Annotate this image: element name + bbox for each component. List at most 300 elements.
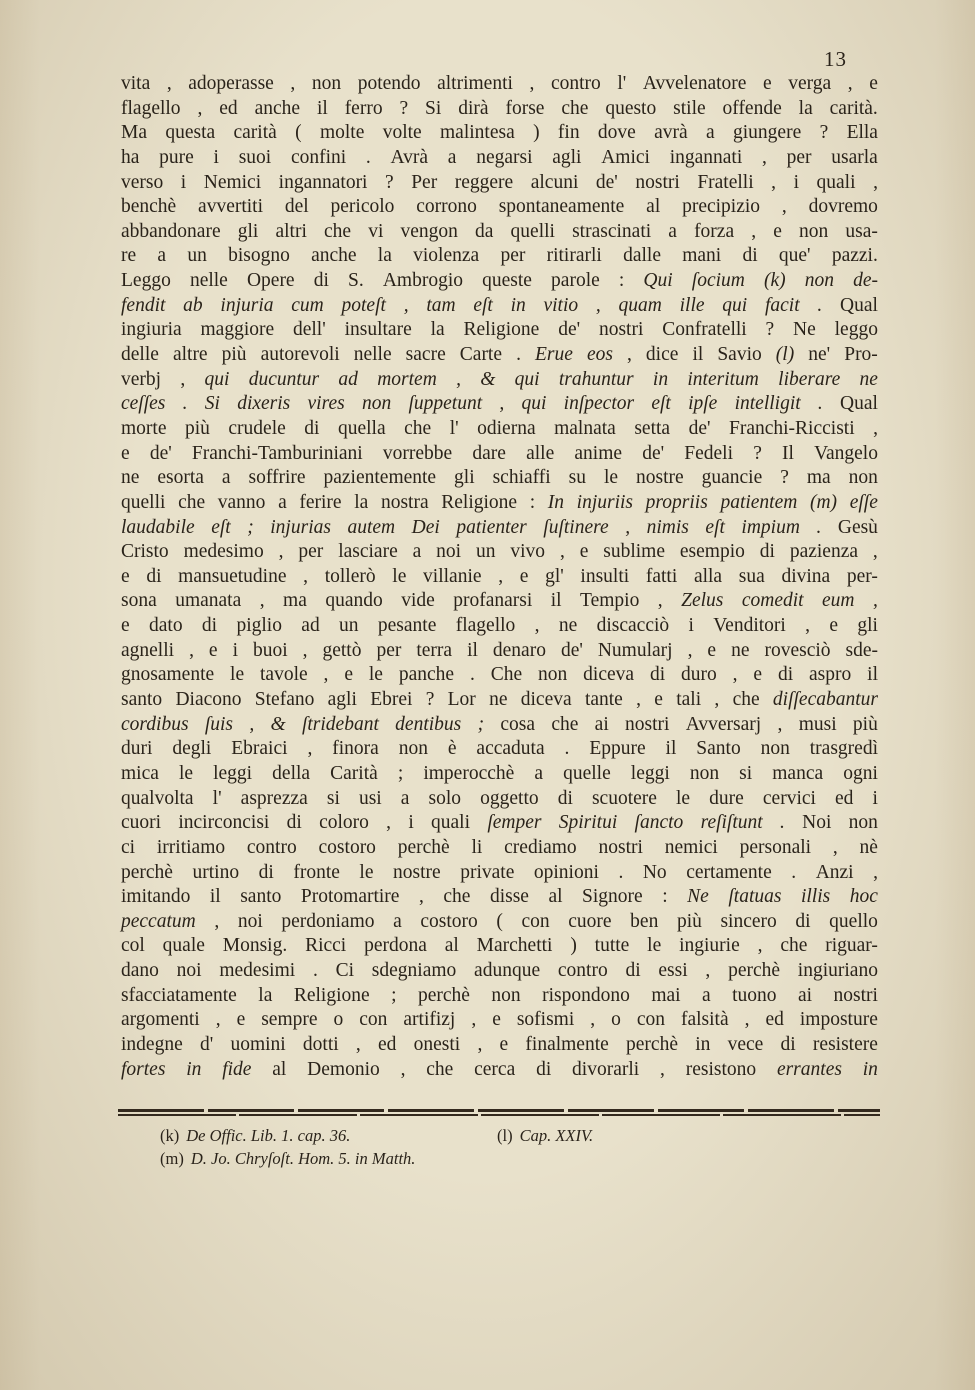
italic-word: ſtridebant	[301, 713, 379, 735]
italic-word: (k)	[763, 270, 786, 292]
word: ad	[301, 615, 320, 637]
word: sacre	[405, 344, 446, 366]
word: sde-	[845, 639, 878, 661]
word: e	[121, 615, 130, 637]
word: a	[702, 984, 711, 1006]
word: diceva	[583, 664, 635, 686]
word: vanno	[217, 491, 266, 513]
word: queste	[482, 270, 532, 292]
word: ,	[323, 664, 329, 686]
word: e	[654, 689, 663, 711]
word: ,	[477, 1033, 483, 1055]
italic-word: qui	[514, 368, 540, 390]
word: morte	[121, 417, 167, 439]
italic-word: laudabile	[121, 516, 195, 538]
word: tutte	[594, 935, 630, 957]
word: più	[184, 417, 210, 439]
word: nelle	[189, 270, 228, 292]
italic-word: Si	[204, 393, 220, 415]
word: ?	[753, 442, 762, 464]
word: private	[460, 861, 515, 883]
word: non	[689, 762, 720, 784]
word: villanie	[423, 565, 482, 587]
word: ,	[215, 1009, 221, 1031]
word: Pro-	[844, 344, 878, 366]
italic-word: non	[804, 270, 834, 292]
word: panche	[398, 664, 455, 686]
word: a	[706, 122, 715, 144]
italic-word: eſt	[651, 393, 671, 415]
footnote-reference: De Offic. Lib. 1. cap. 36.	[186, 1126, 351, 1145]
text-line-28	[121, 737, 878, 762]
word: nemici	[664, 836, 718, 858]
word: mica	[121, 762, 159, 784]
word: Per	[411, 171, 438, 193]
italic-word: ipſe	[688, 393, 718, 415]
word: ,	[660, 1058, 665, 1080]
word: le	[178, 762, 194, 784]
text-line-36	[121, 934, 878, 959]
word: di	[759, 541, 775, 563]
word: dano	[121, 960, 159, 982]
word: ?	[765, 319, 775, 341]
italic-word: eum	[822, 590, 855, 612]
word: pazzi.	[831, 245, 878, 267]
word: di	[795, 910, 811, 932]
word: piglio	[236, 615, 282, 637]
word: odierna	[477, 417, 536, 439]
italic-word: fortes	[121, 1058, 166, 1080]
italic-word: injuria	[220, 294, 274, 316]
word: molte	[319, 122, 365, 144]
word: ?	[425, 689, 435, 711]
word: ,	[166, 73, 172, 94]
word: Carità	[330, 762, 378, 784]
italic-word: Zelus	[681, 590, 724, 612]
word: per-	[846, 565, 878, 587]
word: nostri	[598, 836, 643, 858]
word: ,	[418, 886, 424, 908]
word: ?	[819, 122, 829, 144]
word: non	[538, 664, 568, 686]
word: e	[121, 442, 130, 464]
italic-word: .	[817, 393, 823, 415]
word: volte	[382, 122, 422, 144]
word: Qual	[840, 294, 878, 316]
word: i	[180, 171, 187, 193]
word: de'	[642, 442, 665, 464]
word: mai	[651, 984, 681, 1006]
word: quale	[162, 935, 205, 957]
italic-word: trahuntur	[558, 368, 634, 390]
word: ,	[180, 368, 186, 390]
italic-word: qui	[204, 368, 230, 390]
italic-word: fendit	[121, 294, 166, 316]
word: per	[500, 245, 526, 267]
word: ,	[636, 689, 641, 711]
word: perchè	[121, 861, 173, 883]
word: o	[333, 1009, 344, 1031]
italic-word: eos	[586, 344, 613, 366]
word: perchè	[728, 960, 781, 982]
word: ed	[765, 1009, 784, 1031]
word: per	[376, 639, 402, 661]
italic-word: ,	[456, 368, 461, 390]
italic-word: comedit	[741, 590, 804, 612]
word: si	[739, 762, 753, 784]
word: l'	[449, 417, 459, 439]
word: Cristo	[121, 541, 169, 563]
word: su	[568, 467, 587, 489]
word: leggo	[834, 319, 878, 341]
word: ,	[872, 541, 878, 563]
word: tavole	[260, 664, 308, 686]
word: manca	[772, 762, 824, 784]
word: ,	[278, 541, 284, 563]
text-line-3	[121, 121, 878, 146]
word: dato	[149, 615, 183, 637]
word: tali	[676, 689, 702, 711]
word: tante	[584, 689, 623, 711]
italic-word: illis	[800, 886, 831, 908]
word: tollerò	[324, 565, 376, 587]
word: Tempio	[580, 590, 640, 612]
word: sublime	[603, 541, 665, 563]
text-line-30	[121, 787, 878, 812]
word: col	[121, 935, 145, 957]
word: leggi	[630, 762, 670, 784]
word: anche	[311, 245, 357, 267]
italic-word: peccatum	[121, 910, 196, 932]
italic-word: ;	[477, 713, 485, 735]
word: noi	[237, 910, 263, 932]
italic-word: Spiritui	[558, 812, 618, 834]
word: negarsi	[476, 146, 533, 168]
footnote-l	[497, 1125, 593, 1147]
word: reggere	[454, 171, 514, 193]
italic-word: Dei	[411, 516, 440, 538]
footnote-rule-thin	[118, 1114, 880, 1116]
word: medesimi	[219, 960, 296, 982]
word: più	[852, 713, 878, 735]
word: dovremo	[808, 196, 878, 218]
footnote-rule	[118, 1109, 880, 1112]
word: Gesù	[837, 516, 878, 538]
word: verso	[121, 171, 164, 193]
word: perchè	[397, 836, 450, 858]
word: il	[867, 664, 878, 686]
word: si	[326, 787, 340, 809]
word: fin	[557, 122, 580, 144]
word: potendo	[357, 73, 421, 94]
italic-word: in	[510, 294, 526, 316]
word: ,	[873, 861, 878, 883]
word: e	[492, 1009, 501, 1031]
word: ,	[805, 615, 811, 637]
word: vece	[727, 1033, 764, 1055]
text-line-17	[121, 466, 878, 491]
word: crudele	[228, 417, 286, 439]
word: Protomartire	[300, 886, 400, 908]
word: imitando	[121, 886, 191, 908]
word: sua	[738, 565, 765, 587]
word: corrono	[416, 196, 477, 218]
word: le	[368, 664, 383, 686]
word: ,	[847, 73, 853, 94]
word: dice	[645, 344, 679, 366]
word: i	[793, 171, 799, 193]
word: ,	[762, 146, 767, 168]
word: di	[536, 1058, 552, 1080]
word: resistono	[685, 1058, 757, 1080]
word: Opere	[246, 270, 295, 292]
text-line-20	[121, 540, 878, 565]
word: violenza	[413, 245, 480, 267]
word: certamente	[686, 861, 772, 883]
word: insultare	[344, 319, 412, 341]
word: perdona	[364, 935, 427, 957]
word: ?	[399, 97, 409, 119]
word: (	[496, 910, 503, 932]
word: .	[791, 861, 797, 883]
text-line-21	[121, 565, 878, 590]
word: crediamo	[504, 836, 577, 858]
italic-word: Ne	[687, 886, 709, 908]
text-line-37	[121, 959, 878, 984]
word: opinioni	[533, 861, 599, 883]
word: e	[236, 1009, 246, 1031]
word: finora	[332, 738, 379, 760]
word: indegne	[121, 1033, 183, 1055]
word: vivo	[510, 541, 546, 563]
word: le	[359, 861, 374, 883]
word: ,	[303, 565, 309, 587]
word: flagello	[455, 615, 516, 637]
word: onesti	[413, 1033, 461, 1055]
word: a	[278, 491, 287, 513]
text-line-1	[121, 72, 878, 97]
word: di	[304, 417, 320, 439]
italic-word: dentibus	[395, 713, 462, 735]
word: precipizio	[682, 196, 761, 218]
word: noi	[176, 960, 202, 982]
word: dirà	[458, 97, 489, 119]
page-number: 13	[824, 47, 847, 71]
word: soffrire	[248, 467, 306, 489]
word: che	[780, 935, 808, 957]
word: ,	[400, 1058, 406, 1080]
word: i	[408, 812, 414, 834]
word: nostri	[625, 713, 670, 735]
word: la	[258, 984, 273, 1006]
word: ,	[534, 615, 540, 637]
word: Amici	[601, 146, 650, 168]
word: alle	[526, 442, 555, 464]
word: malnata	[554, 417, 616, 439]
word: che	[324, 220, 352, 242]
word: ,	[757, 935, 763, 957]
word: a	[221, 467, 231, 489]
word: adunque	[474, 960, 541, 982]
word: ritirarli	[546, 245, 602, 267]
text-line-29	[121, 762, 878, 787]
word: stile	[673, 97, 706, 119]
word: ,	[732, 664, 738, 686]
word: d'	[199, 1033, 214, 1055]
italic-word: vitio	[543, 294, 579, 316]
text-line-27	[121, 713, 878, 738]
word: agli	[327, 689, 357, 711]
word: forza	[694, 220, 735, 242]
word: profanarsi	[453, 590, 533, 612]
word: tuono	[732, 984, 777, 1006]
word: forse	[505, 97, 545, 119]
word: i	[213, 146, 219, 168]
word: Che	[490, 664, 523, 686]
word: ,	[777, 713, 783, 735]
word: altrimenti	[437, 73, 513, 94]
word: flagello	[121, 97, 181, 119]
word: S.	[347, 270, 364, 292]
word: ,	[873, 417, 878, 439]
word: personali	[739, 836, 812, 858]
word: l'	[617, 73, 627, 94]
footnote-k	[160, 1125, 350, 1147]
word: di	[649, 664, 666, 686]
word: ,	[302, 639, 308, 661]
italic-word: interitum	[687, 368, 759, 390]
word: ,	[714, 689, 720, 711]
italic-word: (m)	[809, 491, 838, 513]
italic-word: ſuſtinere	[543, 516, 609, 538]
text-line-33	[121, 861, 878, 886]
text-line-7	[121, 220, 878, 245]
word: questo	[605, 97, 657, 119]
word: ai	[594, 713, 609, 735]
word: ne	[558, 615, 578, 637]
word: Ella	[846, 122, 878, 144]
word: Santo	[696, 738, 741, 760]
word: abbandonare	[121, 220, 221, 242]
word: No	[642, 861, 667, 883]
word: il	[316, 97, 328, 119]
word: ,	[197, 97, 203, 119]
italic-word: In	[547, 491, 565, 513]
word: ai	[798, 984, 813, 1006]
word: sempre	[261, 1009, 318, 1031]
word: a	[393, 910, 402, 932]
word: e	[579, 541, 589, 563]
word: ,	[626, 344, 632, 366]
italic-word: cordibus	[121, 713, 189, 735]
text-line-41	[121, 1058, 878, 1083]
word: spontaneamente	[498, 196, 625, 218]
word: esorta	[157, 467, 204, 489]
word: con	[636, 1009, 665, 1031]
footnote-m	[160, 1148, 415, 1170]
word: ingiuria	[121, 319, 182, 341]
word: autorevoli	[260, 344, 340, 366]
word: il	[209, 886, 221, 908]
word: Diacono	[175, 689, 242, 711]
italic-word: Qui	[643, 270, 673, 292]
word: dare	[472, 442, 506, 464]
text-line-32	[121, 836, 878, 861]
word: coloro	[319, 812, 369, 834]
word: a	[447, 146, 457, 168]
word: non	[491, 984, 521, 1006]
italic-word: diſſecabantur	[772, 689, 878, 711]
word: le	[676, 787, 691, 809]
word: i	[232, 639, 238, 661]
word: di	[258, 861, 274, 883]
text-line-31	[121, 811, 878, 836]
word: falsità	[680, 1009, 729, 1031]
word: non	[799, 220, 829, 242]
word: mansuetudine	[178, 565, 287, 587]
word: la	[354, 491, 369, 513]
word: Ebrei	[370, 689, 413, 711]
word: de'	[595, 171, 618, 193]
word: solo	[428, 787, 462, 809]
word: quelli	[121, 491, 166, 513]
word: oggetto	[480, 787, 539, 809]
word: Religione	[441, 491, 518, 513]
word: riguar-	[825, 935, 878, 957]
italic-word: eſt	[473, 294, 493, 316]
footnote-mark: (k)	[160, 1126, 180, 1145]
word: ingannati	[669, 146, 743, 168]
word: incirconcisi	[178, 812, 270, 834]
word: :	[618, 270, 625, 292]
word: non	[848, 467, 878, 489]
word: e	[519, 565, 529, 587]
word: de'	[688, 417, 711, 439]
word: Franchi-Tamburiniani	[191, 442, 363, 464]
word: Avversarj	[685, 713, 762, 735]
word: artifizj	[403, 1009, 456, 1031]
word: ma	[806, 467, 831, 489]
italic-word: ,	[249, 713, 255, 735]
word: delle	[121, 344, 159, 366]
word: divina	[781, 565, 831, 587]
word: il	[692, 344, 704, 366]
word: i	[872, 787, 878, 809]
word: verbj	[121, 368, 162, 390]
word: carità.	[829, 97, 878, 119]
word: nelle	[353, 344, 392, 366]
word: che	[732, 689, 760, 711]
word: vengon	[400, 220, 458, 242]
italic-word: qui	[521, 393, 547, 415]
word: del	[284, 196, 309, 218]
word: con	[359, 1009, 388, 1031]
text-line-40	[121, 1033, 878, 1058]
italic-word: .	[779, 812, 785, 834]
word: ,	[751, 220, 757, 242]
italic-word: autem	[347, 516, 396, 538]
word: ed	[219, 97, 238, 119]
italic-word: vires	[307, 393, 345, 415]
word: sona	[121, 590, 157, 612]
word: contro	[246, 836, 297, 858]
word: Eppure	[589, 738, 646, 760]
word: più	[221, 344, 247, 366]
italic-word: eſſe	[849, 491, 878, 513]
italic-word: ſuis	[204, 713, 234, 735]
word: ,	[471, 1009, 477, 1031]
italic-word: .	[182, 393, 188, 415]
